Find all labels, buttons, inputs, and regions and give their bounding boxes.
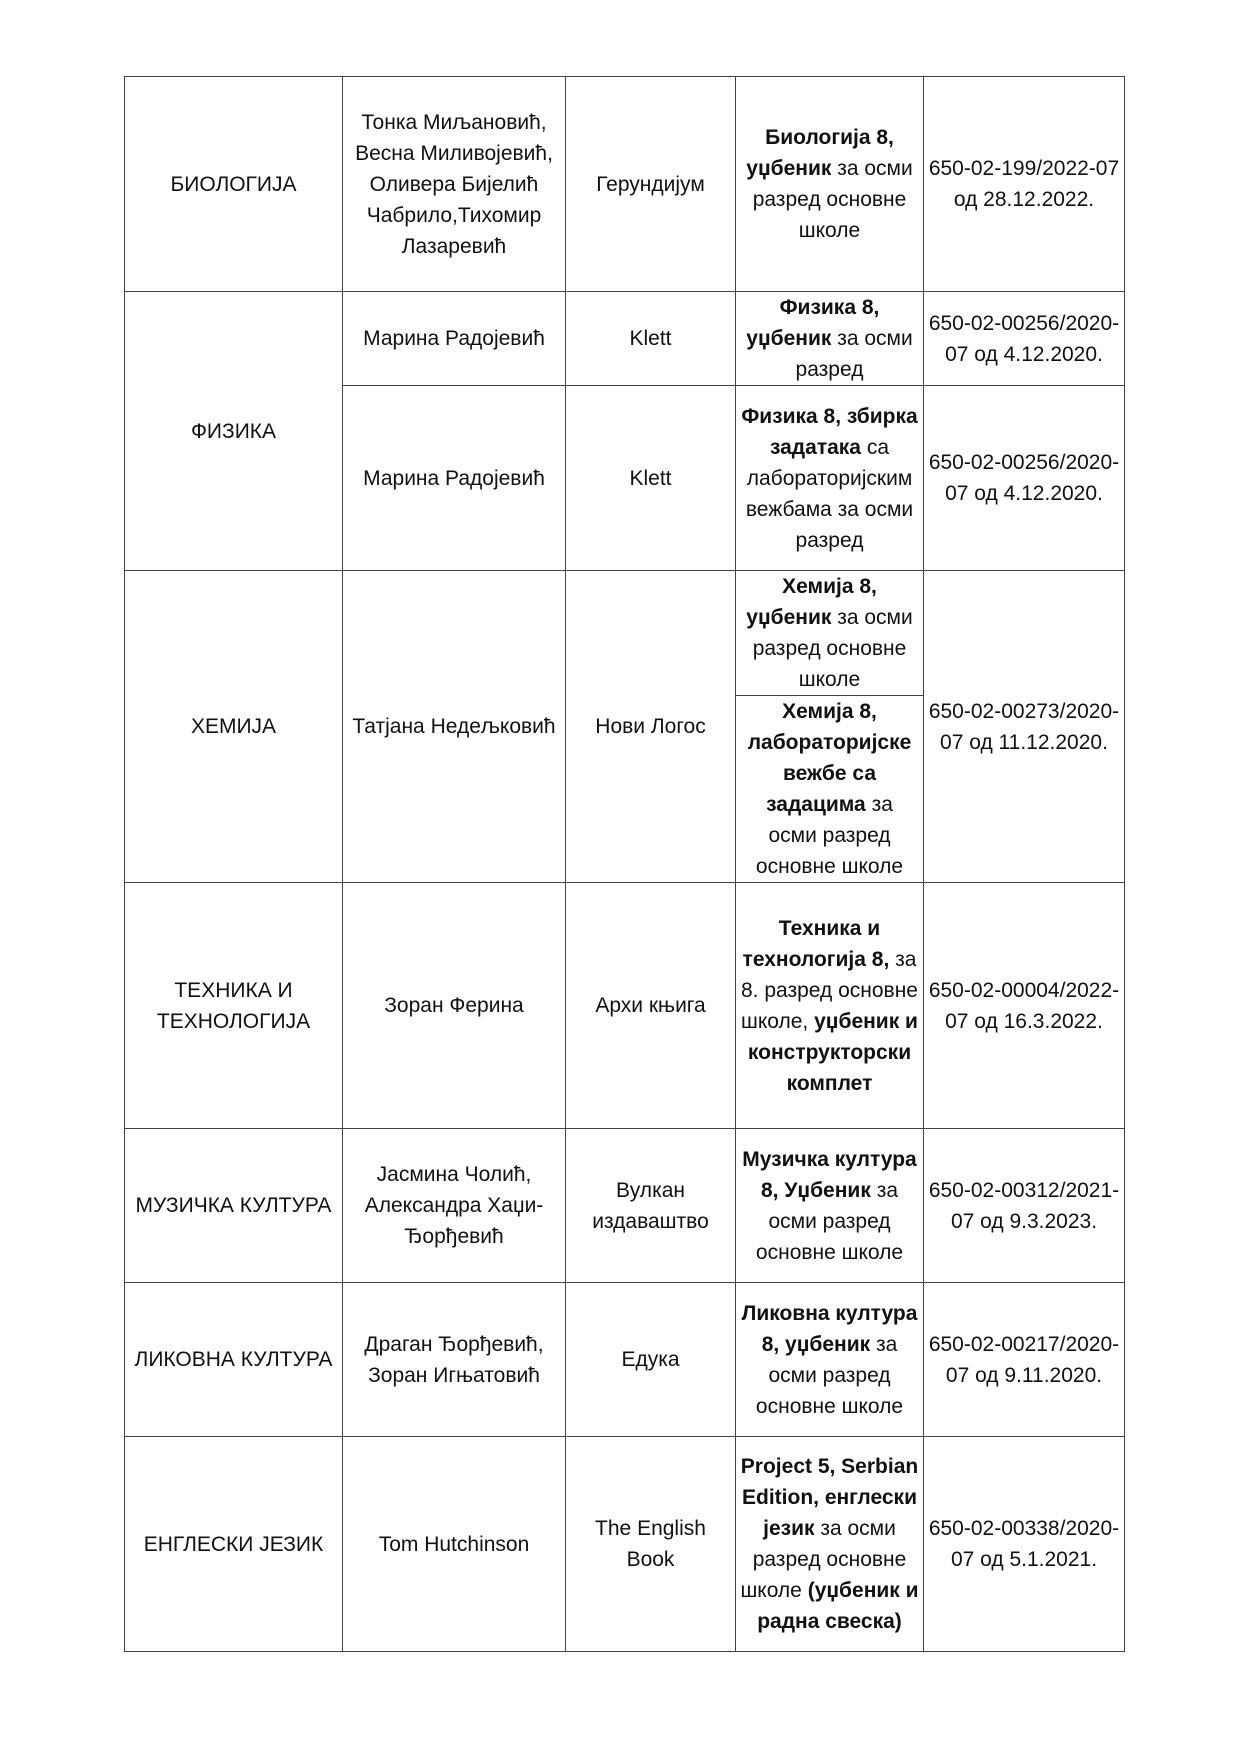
publisher-cell: Вулкан издаваштво — [566, 1129, 736, 1283]
table-row — [125, 77, 1125, 292]
table-row — [125, 1283, 1125, 1437]
publisher-cell: Klett — [566, 292, 736, 386]
title-cell — [736, 883, 924, 1129]
publisher-cell: Нови Логос — [566, 571, 736, 883]
author-cell: Драган Ђорђевић, Зоран Игњатовић — [343, 1283, 566, 1437]
publisher-cell: Архи књига — [566, 883, 736, 1129]
approval-cell: 650-02-00004/2022-07 од 16.3.2022. — [924, 883, 1125, 1129]
author-cell: Марина Радојевић — [343, 292, 566, 386]
title-bold: Физика 8, збирка задатака — [741, 404, 918, 459]
title-cell — [736, 1283, 924, 1437]
author-cell: Марина Радојевић — [343, 386, 566, 571]
title-bold-2: уџбеник и конструкторски комплет — [747, 1009, 918, 1095]
title-rest: за осми разред основне школе — [752, 157, 913, 242]
approval-cell: 650-02-00338/2020-07 од 5.1.2021. — [924, 1437, 1125, 1652]
approval-cell: 650-02-00273/2020-07 од 11.12.2020. — [924, 571, 1125, 883]
title-bold: Техника и технологија 8, — [742, 916, 890, 971]
title-cell — [736, 1437, 924, 1652]
author-cell: Тонка Миљановић, Весна Миливојевић, Оливера Бијелић Чабрило,Тихомир Лазаревић — [343, 77, 566, 292]
title-cell — [736, 1129, 924, 1283]
publisher-cell: Klett — [566, 386, 736, 571]
approval-cell: 650-02-199/2022-07 од 28.12.2022. — [924, 77, 1125, 292]
table-row — [125, 883, 1125, 1129]
approval-cell: 650-02-00256/2020-07 од 4.12.2020. — [924, 292, 1125, 386]
subject-cell: БИОЛОГИЈА — [125, 77, 343, 292]
title-rest: са лабораторијским вежбама за осми разред — [745, 435, 914, 552]
title-cell — [736, 292, 924, 386]
title-rest: за осми разред — [795, 327, 913, 381]
title-rest: за осми разред основне школе — [755, 1332, 904, 1418]
subject-cell: ЕНГЛЕСКИ ЈЕЗИК — [125, 1437, 343, 1652]
title-bold: Музичка култура 8, Уџбеник — [742, 1147, 917, 1202]
table-row — [125, 292, 1125, 386]
subject-cell: ТЕХНИКА И ТЕХНОЛОГИЈА — [125, 883, 343, 1129]
publisher-cell: The English Book — [566, 1437, 736, 1652]
author-cell: Зоран Ферина — [343, 883, 566, 1129]
title-bold: Физика 8, уџбеник — [746, 296, 880, 350]
title-bold: Ликовна култура 8, уџбеник — [741, 1301, 918, 1356]
title-rest: за осми разред основне школе — [740, 1517, 907, 1602]
table-row — [125, 1437, 1125, 1652]
title-cell — [736, 386, 924, 571]
table-row — [125, 571, 1125, 696]
approval-cell: 650-02-00217/2020-07 од 9.11.2020. — [924, 1283, 1125, 1437]
subject-cell: МУЗИЧКА КУЛТУРА — [125, 1129, 343, 1283]
subject-cell: ЛИКОВНА КУЛТУРА — [125, 1283, 343, 1437]
approval-cell: 650-02-00256/2020-07 од 4.12.2020. — [924, 386, 1125, 571]
title-rest: за осми разред основне школе — [755, 793, 904, 878]
title-cell — [736, 571, 924, 696]
publisher-cell: Едука — [566, 1283, 736, 1437]
author-cell: Tom Hutchinson — [343, 1437, 566, 1652]
title-bold: Хемија 8, уџбеник — [746, 575, 877, 629]
title-bold: Project 5, Serbian Edition, енглески језик — [740, 1455, 919, 1540]
subject-cell: ХЕМИЈА — [125, 571, 343, 883]
title-rest: за осми разред основне школе — [752, 606, 913, 691]
title-bold: Биологија 8, уџбеник — [746, 126, 894, 180]
author-cell: Јасмина Чолић, Александра Хаџи-Ђорђевић — [343, 1129, 566, 1283]
author-cell: Татјана Недељковић — [343, 571, 566, 883]
textbook-table — [124, 76, 1125, 1652]
publisher-cell: Герундијум — [566, 77, 736, 292]
subject-cell: ФИЗИКА — [125, 292, 343, 571]
title-rest: за 8. разред основне школе, — [741, 947, 918, 1033]
approval-cell: 650-02-00312/2021-07 од 9.3.2023. — [924, 1129, 1125, 1283]
title-bold-2: (уџбеник и радна свеска) — [757, 1579, 919, 1633]
title-rest: за осми разред основне школе — [755, 1178, 904, 1264]
title-cell — [736, 696, 924, 883]
title-bold: Хемија 8, лабораторијске вежбе са задацима — [747, 700, 912, 816]
title-cell — [736, 77, 924, 292]
table-row — [125, 1129, 1125, 1283]
